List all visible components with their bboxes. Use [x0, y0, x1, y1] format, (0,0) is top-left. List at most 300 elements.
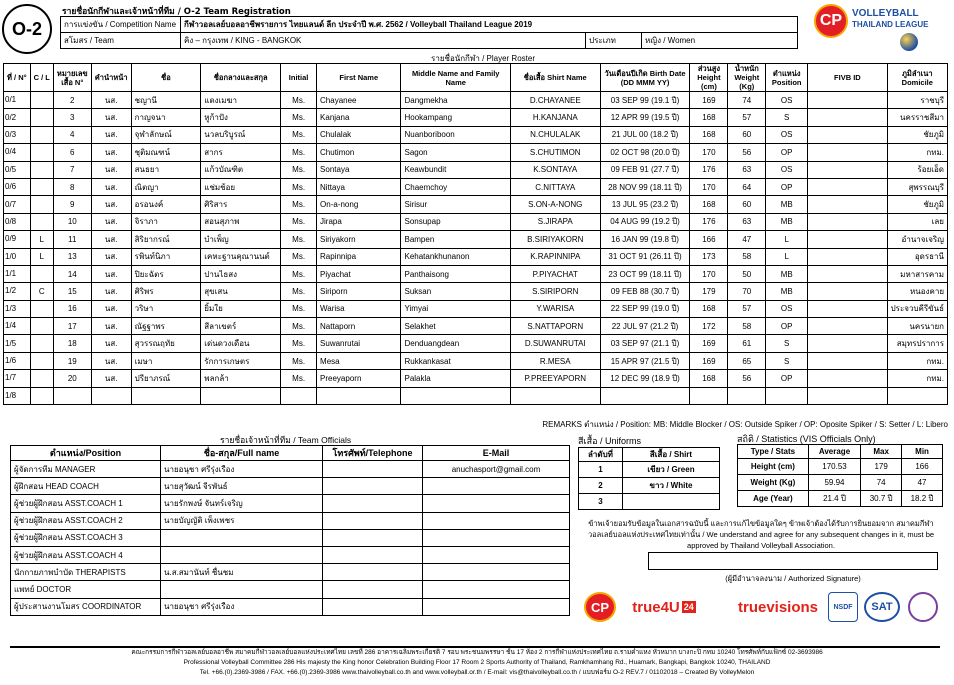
row-surname-th: สีลาเขตร์	[201, 318, 281, 335]
col-weight: น้ำหนัก Weight (Kg)	[728, 64, 766, 92]
row-name-th: ชุติมณฑน์	[131, 144, 201, 161]
row-birth-date: 09 FEB 91 (27.7 ปี)	[600, 161, 690, 178]
row-fivb	[808, 352, 887, 369]
row-shirt-no: 4	[53, 126, 91, 143]
row-domicile: กทม.	[887, 144, 947, 161]
row-family-name: Yimyai	[401, 300, 510, 317]
uniforms-caption: สีเสื้อ / Uniforms	[578, 436, 641, 446]
sponsor-truevisions-logo: truevisions	[737, 598, 819, 616]
stats-col-header: Min	[902, 445, 943, 459]
row-no: 0/8	[4, 213, 31, 230]
row-title-th: นส.	[91, 178, 131, 195]
sponsor-sat-logo: SAT	[864, 592, 900, 622]
uniform-order: 3	[579, 494, 623, 510]
uniform-color	[623, 494, 720, 510]
row-position: OP	[766, 178, 808, 195]
row-shirt-name: D.CHAYANEE	[510, 92, 600, 109]
officials-table	[10, 445, 570, 616]
row-position: MB	[766, 196, 808, 213]
row-domicile: นครนายก	[887, 318, 947, 335]
official-name	[161, 546, 323, 563]
official-name: นายอนุชา ศรีรุ่งเรือง	[161, 461, 323, 478]
col-middle-family: Middle Name and Family Name	[401, 64, 510, 92]
row-weight: 64	[728, 178, 766, 195]
agreement-text: ข้าพเจ้ายอมรับข้อมูลในเอกสารฉบับนี้ และการแก้ไขข้อมูลใดๆ ข้าพเจ้าต้องได้รับการยินยอมจาก สมาคมกีฬาวอลเลย์บอลแห่งประเทศไทยเท่านั้น / We understand and agree for any subsequent changes in it, must be approved by Thailand Volleyball Association.	[587, 519, 935, 550]
row-first-name: Mesa	[317, 352, 401, 369]
col-fivb: FIVB ID	[808, 64, 887, 92]
row-weight: 74	[728, 92, 766, 109]
row-shirt-name: S.SIRIPORN	[510, 283, 600, 300]
uniform-color: เขียว / Green	[623, 462, 720, 478]
row-height: 170	[690, 265, 728, 282]
row-shirt-no	[53, 387, 91, 404]
row-birth-date: 04 AUG 99 (19.2 ปี)	[600, 213, 690, 230]
official-phone	[323, 581, 423, 598]
table-row	[738, 491, 943, 507]
row-fivb	[808, 248, 887, 265]
uniforms-table	[578, 447, 720, 510]
row-height: 169	[690, 335, 728, 352]
row-no: 1/0	[4, 248, 31, 265]
row-cl: C	[30, 283, 53, 300]
row-height: 168	[690, 196, 728, 213]
row-shirt-no: 11	[53, 231, 91, 248]
table-row	[4, 144, 948, 161]
row-fivb	[808, 213, 887, 230]
row-height: 169	[690, 92, 728, 109]
row-fivb	[808, 283, 887, 300]
row-shirt-name: P.PREEYAPORN	[510, 370, 600, 387]
row-no: 0/6	[4, 178, 31, 195]
row-no: 1/8	[4, 387, 31, 404]
row-birth-date: 15 APR 97 (21.5 ปี)	[600, 352, 690, 369]
row-shirt-no: 17	[53, 318, 91, 335]
row-surname-th: สอนสุภาพ	[201, 213, 281, 230]
row-no: 0/3	[4, 126, 31, 143]
row-shirt-no: 19	[53, 352, 91, 369]
row-domicile: ราชบุรี	[887, 92, 947, 109]
row-first-name: Jirapa	[317, 213, 401, 230]
row-shirt-name: K.RAPINNIPA	[510, 248, 600, 265]
row-shirt-name: H.KANJANA	[510, 109, 600, 126]
row-fivb	[808, 109, 887, 126]
row-shirt-name: S.NATTAPORN	[510, 318, 600, 335]
row-weight: 58	[728, 318, 766, 335]
row-cl	[30, 265, 53, 282]
row-first-name: Nattaporn	[317, 318, 401, 335]
row-height: 170	[690, 178, 728, 195]
row-shirt-no: 14	[53, 265, 91, 282]
row-weight: 60	[728, 126, 766, 143]
official-name	[161, 529, 323, 546]
row-title-th: นส.	[91, 92, 131, 109]
row-position: S	[766, 109, 808, 126]
official-phone	[323, 495, 423, 512]
row-fivb	[808, 318, 887, 335]
row-height: 169	[690, 352, 728, 369]
row-title-th: นส.	[91, 231, 131, 248]
row-initial: Ms.	[281, 370, 317, 387]
volleyball-icon	[900, 33, 918, 51]
table-row	[11, 564, 570, 581]
official-name: นายสุวัฒน์ จีรพันธ์	[161, 478, 323, 495]
table-row	[579, 494, 720, 510]
row-surname-th: พลกล้า	[201, 370, 281, 387]
row-position: OS	[766, 161, 808, 178]
cp-logo: CP	[814, 4, 848, 38]
row-height: 170	[690, 144, 728, 161]
row-position: S	[766, 352, 808, 369]
row-shirt-name: S.ON-A-NONG	[510, 196, 600, 213]
footer-line1: คณะกรรมการกีฬาวอลเลย์บอลอาชีพ สมาคมกีฬาวอลเลย์บอลแห่งประเทศไทย เลขที่ 286 อาคารเฉลิมพระเกียรติ 7 รอบ พระชนมพรรษา ชั้น 17 ห้อง 2 การกีฬาแห่งประเทศไทย ถ.รามคำแหง หัวหมาก บางกะปิ กทม 10240 โทรศัพท์กับแฟ็กซ์ 02-3693986	[131, 649, 823, 656]
league-logo-line2: THAILAND LEAGUE	[852, 20, 929, 29]
row-cl	[30, 335, 53, 352]
stat-max: 30.7 ปี	[861, 491, 902, 507]
row-cl	[30, 370, 53, 387]
row-no: 1/7	[4, 370, 31, 387]
official-position: ผู้ฝึกสอน HEAD COACH	[11, 478, 161, 495]
row-domicile: ชัยภูมิ	[887, 196, 947, 213]
signature-box[interactable]	[648, 552, 938, 570]
row-no: 0/2	[4, 109, 31, 126]
col-birth-date: วันเดือนปีเกิด Birth Date (DD MMM YY)	[600, 64, 690, 92]
stats-col-header: Max	[861, 445, 902, 459]
row-family-name: Sirisur	[401, 196, 510, 213]
row-shirt-name: C.NITTAYA	[510, 178, 600, 195]
row-family-name: Selakhet	[401, 318, 510, 335]
row-weight: 57	[728, 109, 766, 126]
table-row	[4, 318, 948, 335]
competition-value: กีฬาวอลเลย์บอลอาชีพรายการ ไทยแลนด์ ลีก ประจำปี พ.ศ. 2562 / Volleyball Thailand League 2019	[181, 17, 798, 33]
stats-col-header: Average	[808, 445, 860, 459]
row-no: 0/4	[4, 144, 31, 161]
row-shirt-no: 8	[53, 178, 91, 195]
row-cl: L	[30, 231, 53, 248]
row-shirt-no: 18	[53, 335, 91, 352]
col-name-th: ชื่อ	[131, 64, 201, 92]
table-row	[4, 265, 948, 282]
col-domicile: ภูมิลำเนา Domicile	[887, 64, 947, 92]
row-family-name: Suksan	[401, 283, 510, 300]
row-name-th: ปรียาภรณ์	[131, 370, 201, 387]
row-initial: Ms.	[281, 126, 317, 143]
row-domicile: มหาสารคาม	[887, 265, 947, 282]
row-weight: 58	[728, 248, 766, 265]
type-label: ประเภท	[586, 33, 642, 49]
row-height	[690, 387, 728, 404]
table-row	[4, 300, 948, 317]
row-domicile: สมุทรปราการ	[887, 335, 947, 352]
row-birth-date: 31 OCT 91 (26.11 ปี)	[600, 248, 690, 265]
row-position: OS	[766, 300, 808, 317]
table-row	[4, 92, 948, 109]
row-family-name: Kehatankhunanon	[401, 248, 510, 265]
officials-caption: รายชื่อเจ้าหน้าที่ทีม / Team Officials	[220, 435, 352, 445]
row-family-name: Keawbundit	[401, 161, 510, 178]
row-domicile: กทม.	[887, 370, 947, 387]
row-first-name: Siriyakorn	[317, 231, 401, 248]
official-email	[423, 581, 570, 598]
row-family-name: Hookampang	[401, 109, 510, 126]
row-title-th: นส.	[91, 335, 131, 352]
row-birth-date: 03 SEP 97 (21.1 ปี)	[600, 335, 690, 352]
row-name-th: วริษา	[131, 300, 201, 317]
row-shirt-name: D.SUWANRUTAI	[510, 335, 600, 352]
official-email	[423, 478, 570, 495]
table-row	[4, 231, 948, 248]
row-weight: 63	[728, 213, 766, 230]
row-first-name: Preeyaporn	[317, 370, 401, 387]
row-cl	[30, 213, 53, 230]
table-row	[579, 462, 720, 478]
remarks: REMARKS ตำแหน่ง / Position: MB: Middle Blocker / OS: Outside Spiker / OP: Oposite Spiker / S: Setter / L: Libero	[542, 420, 948, 429]
row-family-name: Chaemchoy	[401, 178, 510, 195]
official-position: แพทย์ DOCTOR	[11, 581, 161, 598]
table-row	[11, 546, 570, 563]
row-fivb	[808, 265, 887, 282]
official-position: ผู้ประสานงานโมสร COORDINATOR	[11, 598, 161, 615]
uniform-order: 2	[579, 478, 623, 494]
competition-label: การแข่งขัน / Competition Name	[61, 17, 181, 33]
table-row	[11, 598, 570, 615]
row-family-name: Sonsupap	[401, 213, 510, 230]
col-shirt-name: ชื่อเสื้อ Shirt Name	[510, 64, 600, 92]
row-shirt-no: 7	[53, 161, 91, 178]
row-name-th	[131, 387, 201, 404]
official-phone	[323, 546, 423, 563]
row-shirt-name: S.CHUTIMON	[510, 144, 600, 161]
row-first-name: Sontaya	[317, 161, 401, 178]
off-col-name: ชื่อ-สกุล/Full name	[161, 446, 323, 461]
official-email: anuchasport@gmail.com	[423, 461, 570, 478]
row-name-th: ณิตญา	[131, 178, 201, 195]
official-name: นายรักพงษ์ จันทร์เจริญ	[161, 495, 323, 512]
row-first-name: Chayanee	[317, 92, 401, 109]
row-surname-th: แก้วบัณฑิต	[201, 161, 281, 178]
row-height: 168	[690, 126, 728, 143]
official-phone	[323, 461, 423, 478]
row-weight: 47	[728, 231, 766, 248]
row-family-name: Denduangdean	[401, 335, 510, 352]
row-no: 1/1	[4, 265, 31, 282]
row-position: MB	[766, 265, 808, 282]
row-cl	[30, 144, 53, 161]
row-first-name: Warisa	[317, 300, 401, 317]
row-name-th: สิริยากรณ์	[131, 231, 201, 248]
sponsor-true4u-num: 24	[683, 602, 694, 612]
row-fivb	[808, 300, 887, 317]
row-domicile: ร้อยเอ็ด	[887, 161, 947, 178]
row-shirt-no: 13	[53, 248, 91, 265]
sponsor-cp-logo: CP	[584, 592, 616, 622]
col-cl: C / L	[30, 64, 53, 92]
footer-line3: Tel. +66.(0).2369-3986 / FAX. +66.(0).2369-3986 www.thaivolleyball.co.th and www.volleyball.or.th / E-mail: vis@thaivolleyball.co.th / แบบฟอร์ม O-2 REV.7 / 01102018 – Created By VolleyMelon	[199, 669, 755, 676]
official-email	[423, 598, 570, 615]
table-row	[738, 475, 943, 491]
page-title: รายชื่อนักกีฬาและเจ้าหน้าที่ทีม / O-2 Team Registration	[62, 7, 291, 17]
row-cl	[30, 126, 53, 143]
row-birth-date: 22 JUL 97 (21.2 ปี)	[600, 318, 690, 335]
roster-caption: รายชื่อนักกีฬา / Player Roster	[431, 54, 535, 63]
table-row	[11, 512, 570, 529]
official-position: ผู้ช่วยผู้ฝึกสอน ASST.COACH 1	[11, 495, 161, 512]
row-birth-date	[600, 387, 690, 404]
row-name-th: จิราภา	[131, 213, 201, 230]
row-first-name: Rapinnipa	[317, 248, 401, 265]
row-surname-th: ปานไธสง	[201, 265, 281, 282]
row-initial: Ms.	[281, 213, 317, 230]
row-initial: Ms.	[281, 196, 317, 213]
row-initial: Ms.	[281, 300, 317, 317]
stat-min: 166	[902, 459, 943, 475]
col-title-th: คำนำหน้า	[91, 64, 131, 92]
row-title-th: นส.	[91, 196, 131, 213]
uni-col-order: ลำดับที่	[579, 448, 623, 462]
row-no: 1/5	[4, 335, 31, 352]
stat-max: 74	[861, 475, 902, 491]
row-initial: Ms.	[281, 335, 317, 352]
row-fivb	[808, 231, 887, 248]
row-surname-th: สุขเสน	[201, 283, 281, 300]
signature-label: (ผู้มีอำนาจลงนาม / Authorized Signature)	[725, 574, 861, 583]
row-height: 176	[690, 213, 728, 230]
row-fivb	[808, 144, 887, 161]
team-label: สโมสร / Team	[61, 33, 181, 49]
row-no: 1/2	[4, 283, 31, 300]
row-family-name: Sagon	[401, 144, 510, 161]
row-title-th: นส.	[91, 144, 131, 161]
row-title-th: นส.	[91, 213, 131, 230]
row-birth-date: 16 JAN 99 (19.8 ปี)	[600, 231, 690, 248]
row-initial: Ms.	[281, 283, 317, 300]
row-initial: Ms.	[281, 109, 317, 126]
row-position: OP	[766, 370, 808, 387]
row-no: 1/6	[4, 352, 31, 369]
table-row	[4, 387, 948, 404]
table-row	[579, 478, 720, 494]
off-col-email: E-Mail	[423, 446, 570, 461]
row-family-name: Nuanboriboon	[401, 126, 510, 143]
row-shirt-name: B.SIRIYAKORN	[510, 231, 600, 248]
row-family-name: Panthaisong	[401, 265, 510, 282]
row-surname-th: รักการเกษตร	[201, 352, 281, 369]
row-title-th: นส.	[91, 370, 131, 387]
table-row	[4, 352, 948, 369]
official-name: นายอนุชา ศรีรุ่งเรือง	[161, 598, 323, 615]
table-row	[4, 335, 948, 352]
row-fivb	[808, 126, 887, 143]
row-title-th: นส.	[91, 318, 131, 335]
row-height: 172	[690, 318, 728, 335]
row-position: MB	[766, 213, 808, 230]
row-initial: Ms.	[281, 144, 317, 161]
row-domicile: ประจวบคีรีขันธ์	[887, 300, 947, 317]
off-col-phone: โทรศัพท์/Telephone	[323, 446, 423, 461]
row-position: S	[766, 335, 808, 352]
row-title-th: นส.	[91, 352, 131, 369]
row-domicile: ชัยภูมิ	[887, 126, 947, 143]
row-no: 0/9	[4, 231, 31, 248]
row-shirt-name: S.JIRAPA	[510, 213, 600, 230]
row-shirt-name	[510, 387, 600, 404]
row-shirt-name: N.CHULALAK	[510, 126, 600, 143]
row-initial	[281, 387, 317, 404]
row-weight: 61	[728, 335, 766, 352]
table-row	[11, 529, 570, 546]
row-title-th	[91, 387, 131, 404]
col-height: ส่วนสูง Height (cm)	[690, 64, 728, 92]
table-row	[738, 459, 943, 475]
row-height: 168	[690, 370, 728, 387]
row-shirt-no: 6	[53, 144, 91, 161]
footer	[0, 648, 954, 678]
row-fivb	[808, 387, 887, 404]
row-shirt-no: 20	[53, 370, 91, 387]
row-first-name: Siriporn	[317, 283, 401, 300]
row-fivb	[808, 92, 887, 109]
row-no: 0/5	[4, 161, 31, 178]
official-email	[423, 546, 570, 563]
row-surname-th: บำเพ็ญ	[201, 231, 281, 248]
row-birth-date: 12 DEC 99 (18.9 ปี)	[600, 370, 690, 387]
row-shirt-no: 10	[53, 213, 91, 230]
row-position: OP	[766, 318, 808, 335]
official-position: นักกายภาพบำบัด THERAPISTS	[11, 564, 161, 581]
row-cl	[30, 161, 53, 178]
sponsor-association-seal-icon	[908, 592, 938, 622]
league-logo-line1: VOLLEYBALL	[852, 8, 919, 19]
row-shirt-name: P.PIYACHAT	[510, 265, 600, 282]
row-cl	[30, 352, 53, 369]
row-title-th: นส.	[91, 300, 131, 317]
row-domicile	[887, 387, 947, 404]
row-shirt-no: 2	[53, 92, 91, 109]
row-initial: Ms.	[281, 352, 317, 369]
table-row	[4, 370, 948, 387]
row-birth-date: 12 APR 99 (19.5 ปี)	[600, 109, 690, 126]
official-name: นายบัญญัติ เพ็งเพชร	[161, 512, 323, 529]
row-first-name: On-a-nong	[317, 196, 401, 213]
row-no: 0/1	[4, 92, 31, 109]
row-domicile: อำนาจเจริญ	[887, 231, 947, 248]
row-surname-th: เด่นดวงเดือน	[201, 335, 281, 352]
row-surname-th: แดงเมฆา	[201, 92, 281, 109]
table-row	[11, 461, 570, 478]
table-row	[4, 178, 948, 195]
row-cl	[30, 318, 53, 335]
row-cl	[30, 109, 53, 126]
row-position	[766, 387, 808, 404]
official-email	[423, 529, 570, 546]
table-row	[4, 213, 948, 230]
official-phone	[323, 564, 423, 581]
official-email	[423, 564, 570, 581]
table-row	[4, 126, 948, 143]
sponsor-true4u-logo	[627, 592, 701, 622]
row-cl	[30, 387, 53, 404]
stats-caption: สถิติ / Statistics (VIS Officials Only)	[737, 434, 876, 444]
stat-min: 18.2 ปี	[902, 491, 943, 507]
type-value: หญิง / Women	[642, 33, 798, 49]
uniform-order: 1	[579, 462, 623, 478]
row-family-name	[401, 387, 510, 404]
row-family-name: Rukkankasat	[401, 352, 510, 369]
row-shirt-name: K.SONTAYA	[510, 161, 600, 178]
row-fivb	[808, 196, 887, 213]
stat-max: 179	[861, 459, 902, 475]
row-family-name: Bampen	[401, 231, 510, 248]
row-cl	[30, 178, 53, 195]
